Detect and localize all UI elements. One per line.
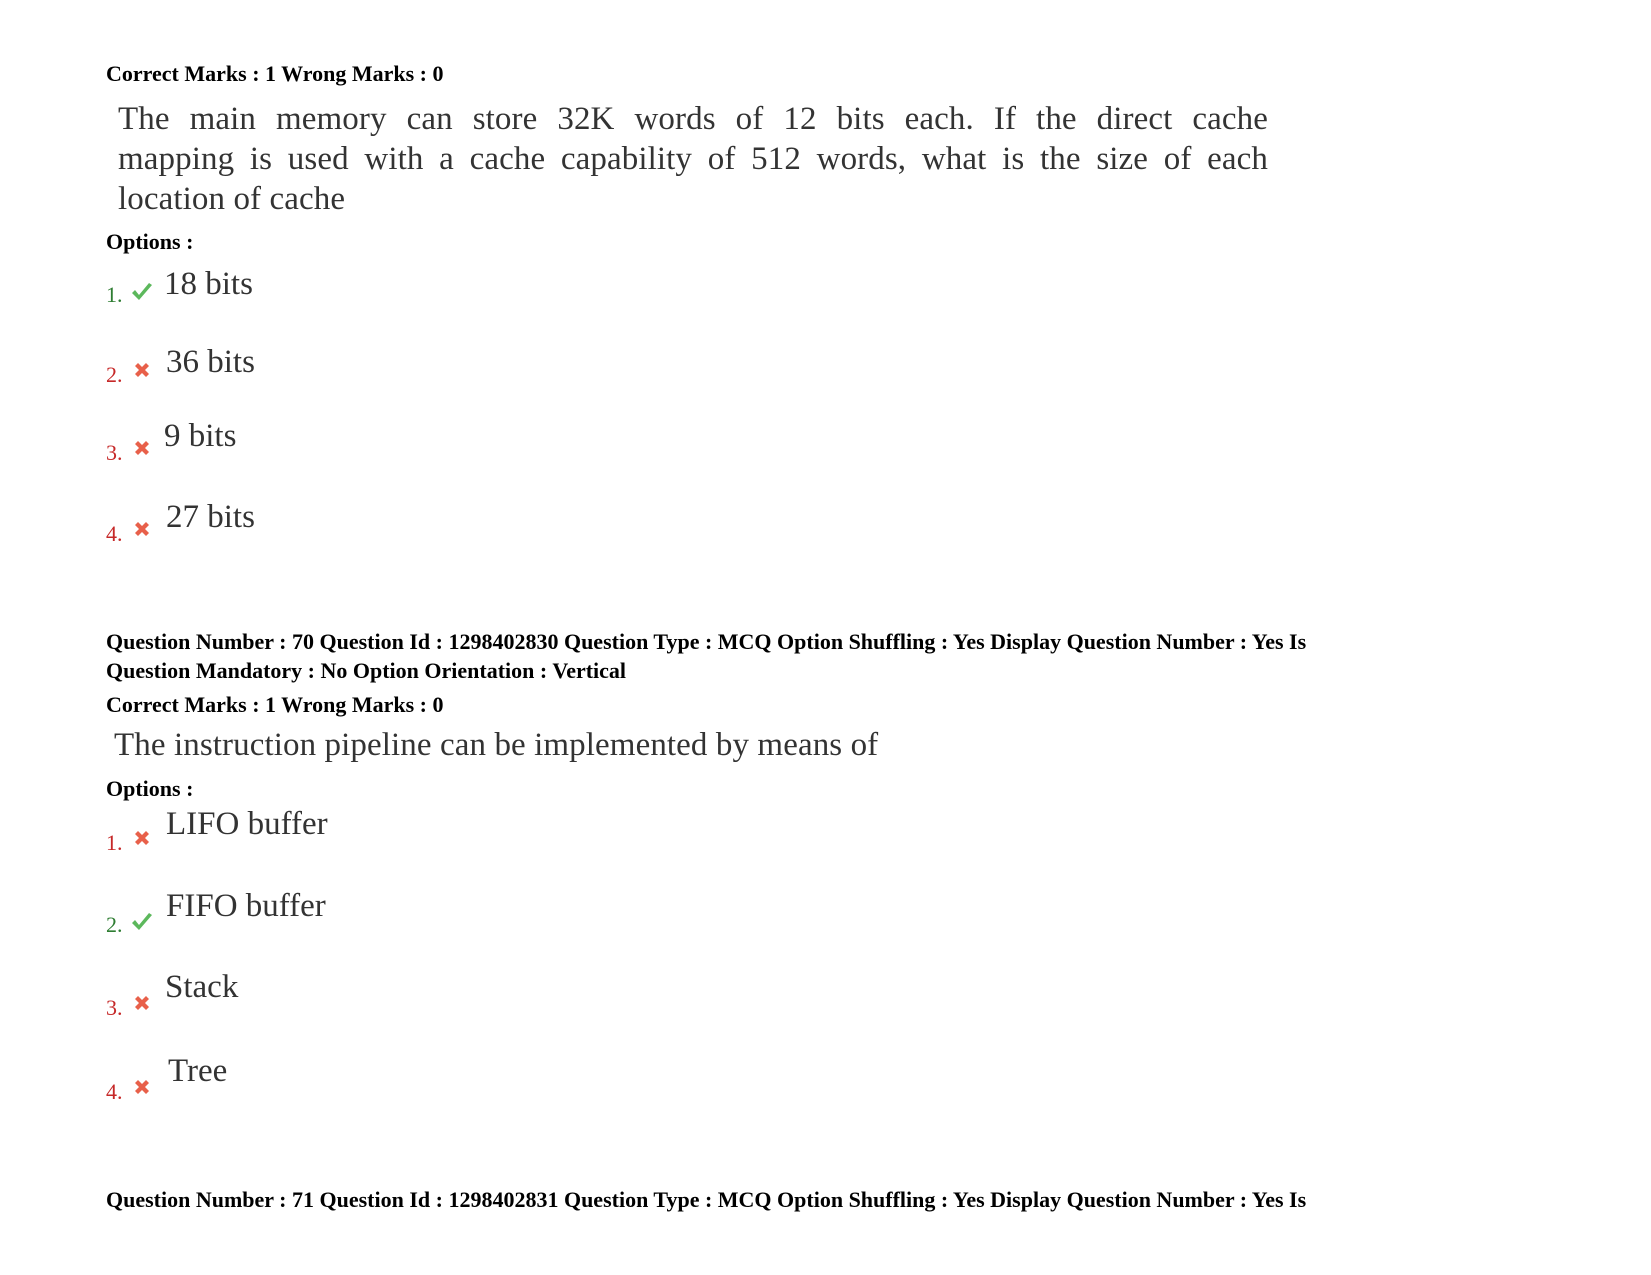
cross-icon xyxy=(130,991,154,1015)
cross-icon xyxy=(130,436,154,460)
q70-option-2-text: FIFO buffer xyxy=(166,888,326,924)
q70-option-2-number: 2. xyxy=(106,912,123,937)
q69-question-line-2: mapping is used with a cache capability of 512 words, what is the size of each xyxy=(118,141,1268,177)
q69-question-line-1: The main memory can store 32K words of 12 bits each. If the direct cache xyxy=(118,101,1268,137)
q70-header-line-2: Question Mandatory : No Option Orientation : Vertical xyxy=(106,658,627,683)
q69-option-2-number: 2. xyxy=(106,362,123,387)
q70-option-4-text: Tree xyxy=(168,1053,228,1089)
q70-option-3-text: Stack xyxy=(165,969,239,1005)
check-icon xyxy=(130,280,154,304)
q69-question-text xyxy=(118,99,1268,219)
q69-marks-line: Correct Marks : 1 Wrong Marks : 0 xyxy=(106,61,444,86)
cross-icon xyxy=(130,826,154,850)
cross-icon xyxy=(130,1075,154,1099)
q70-options-label: Options : xyxy=(106,776,194,801)
q70-header-line-1: Question Number : 70 Question Id : 1298402830 Question Type : MCQ Option Shuffling : Yes Display Question Number : Yes Is xyxy=(106,629,1307,654)
q70-question-text: The instruction pipeline can be implemented by means of xyxy=(114,727,879,763)
cross-icon xyxy=(130,358,154,382)
q69-question-line-3: location of cache xyxy=(118,181,346,217)
q70-marks-line: Correct Marks : 1 Wrong Marks : 0 xyxy=(106,692,444,717)
q70-option-3-number: 3. xyxy=(106,995,123,1020)
q69-option-1-number: 1. xyxy=(106,282,123,307)
cross-icon xyxy=(130,517,154,541)
q70-option-1-number: 1. xyxy=(106,830,123,855)
q70-option-4-number: 4. xyxy=(106,1079,123,1104)
q69-option-2-text: 36 bits xyxy=(166,344,255,380)
q69-option-3-text: 9 bits xyxy=(164,418,237,454)
q69-options-label: Options : xyxy=(106,229,194,254)
check-icon xyxy=(130,910,154,934)
q69-option-4-number: 4. xyxy=(106,521,123,546)
q69-option-3-number: 3. xyxy=(106,440,123,465)
q69-option-4-text: 27 bits xyxy=(166,499,255,535)
q69-option-1-text: 18 bits xyxy=(164,266,253,302)
q71-header-line-1: Question Number : 71 Question Id : 1298402831 Question Type : MCQ Option Shuffling : Yes Display Question Number : Yes Is xyxy=(106,1187,1307,1212)
q70-option-1-text: LIFO buffer xyxy=(166,806,328,842)
